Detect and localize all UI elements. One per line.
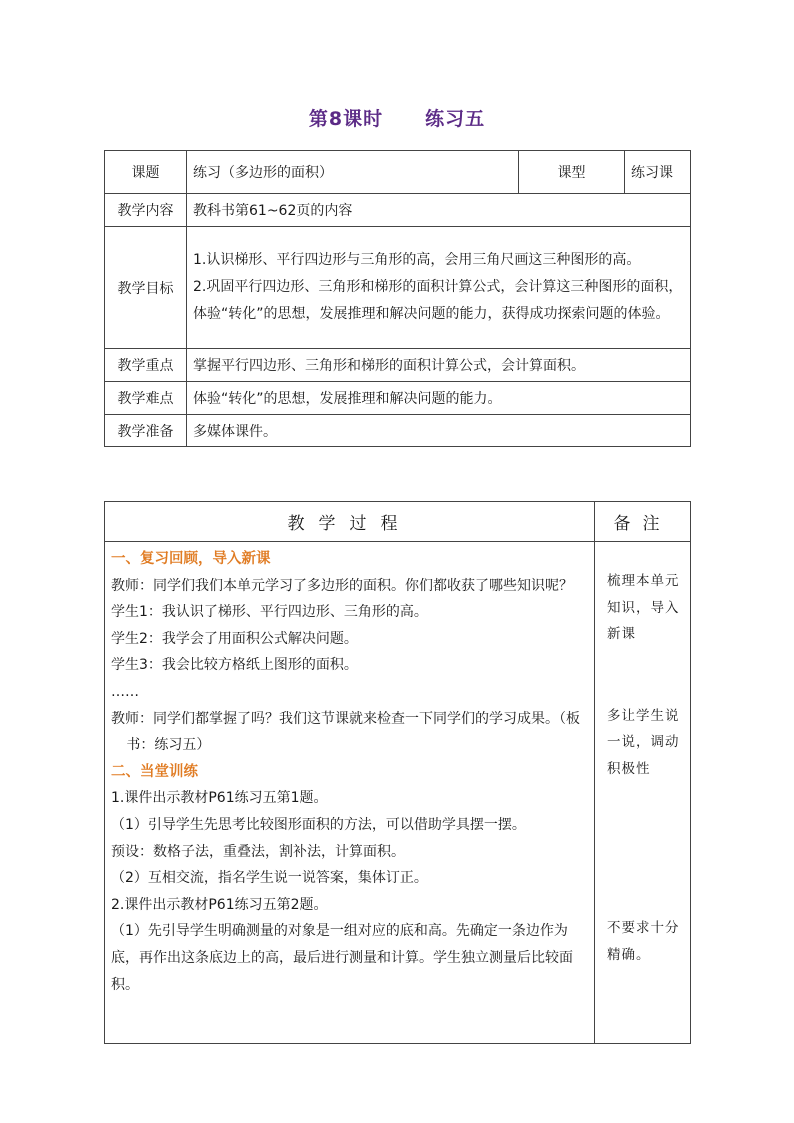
process-body-row bbox=[105, 542, 691, 1044]
content-value: 教科书第61~62页的内容 bbox=[187, 194, 691, 227]
key-value: 掌握平行四边形、三角形和梯形的面积计算公式，会计算面积。 bbox=[187, 349, 691, 382]
remark-header: 备注 bbox=[595, 502, 691, 542]
exercise-item: 1.课件出示教材P61练习五第1题。 bbox=[111, 790, 328, 807]
ellipsis: …… bbox=[111, 683, 139, 700]
teaching-process-table bbox=[104, 501, 691, 1044]
lesson-number: 第8课时 bbox=[308, 108, 384, 130]
process-content bbox=[105, 542, 595, 1044]
process-header: 教学过程 bbox=[105, 502, 595, 542]
exercise-step: （1）先引导学生明确测量的对象是一组对应的底和高。先确定一条边作为底，再作出这条底边上的高，最后进行测量和计算。学生独立测量后比较面积。 bbox=[111, 923, 573, 993]
dialogue-line: 学生2：我学会了用面积公式解决问题。 bbox=[111, 630, 358, 647]
section-title: 一、复习回顾，导入新课 bbox=[111, 551, 271, 567]
process-header-row bbox=[105, 502, 691, 542]
exercise-item: 2.课件出示教材P61练习五第2题。 bbox=[111, 896, 328, 913]
key-row bbox=[105, 349, 691, 382]
difficulty-label: 教学难点 bbox=[105, 382, 187, 415]
goal-item: 1.认识梯形、平行四边形与三角形的高，会用三角尺画这三种图形的高。 bbox=[193, 252, 641, 268]
dialogue-line: 学生3：我会比较方格纸上图形的面积。 bbox=[111, 657, 358, 674]
goals-cell bbox=[187, 227, 691, 349]
goals-row bbox=[105, 227, 691, 349]
content-row bbox=[105, 194, 691, 227]
difficulty-value: 体验“转化”的思想，发展推理和解决问题的能力。 bbox=[187, 382, 691, 415]
remarks-column bbox=[595, 542, 691, 1044]
topic-row bbox=[105, 151, 691, 194]
goal-item: 2.巩固平行四边形、三角形和梯形的面积计算公式，会计算这三种图形的面积，体验“转化”的思想，发展推理和解决问题的能力，获得成功探索问题的体验。 bbox=[193, 279, 683, 322]
type-value: 练习课 bbox=[625, 151, 691, 194]
dialogue-line: 教师：同学们我们本单元学习了多边形的面积。你们都收获了哪些知识呢？ bbox=[111, 577, 573, 594]
difficulty-row bbox=[105, 382, 691, 415]
prep-label: 教学准备 bbox=[105, 415, 187, 447]
exercise-preset: 预设：数格子法，重叠法，割补法，计算面积。 bbox=[111, 843, 405, 860]
type-label: 课型 bbox=[519, 151, 625, 194]
page-title bbox=[0, 104, 794, 131]
topic-label: 课题 bbox=[105, 151, 187, 194]
dialogue-line: 学生1：我认识了梯形、平行四边形、三角形的高。 bbox=[111, 604, 428, 621]
dialogue-line: 教师：同学们都掌握了吗？我们这节课就来检查一下同学们的学习成果。（板书：练习五） bbox=[111, 710, 580, 754]
lesson-title: 练习五 bbox=[425, 108, 486, 130]
remark-note: 梳理本单元知识，导入新课 bbox=[607, 573, 680, 642]
prep-value: 多媒体课件。 bbox=[187, 415, 691, 447]
key-label: 教学重点 bbox=[105, 349, 187, 382]
content-label: 教学内容 bbox=[105, 194, 187, 227]
exercise-step: （2）互相交流，指名学生说一说答案，集体订正。 bbox=[111, 870, 428, 887]
goals-label: 教学目标 bbox=[105, 227, 187, 349]
lesson-info-table bbox=[104, 150, 691, 447]
remark-note: 不要求十分精确。 bbox=[607, 920, 680, 963]
topic-value: 练习（多边形的面积） bbox=[187, 151, 519, 194]
exercise-step: （1）引导学生先思考比较图形面积的方法，可以借助学具摆一摆。 bbox=[111, 816, 526, 833]
prep-row bbox=[105, 415, 691, 447]
section-title: 二、当堂训练 bbox=[111, 763, 198, 780]
remark-note: 多让学生说一说，调动积极性 bbox=[607, 707, 680, 777]
